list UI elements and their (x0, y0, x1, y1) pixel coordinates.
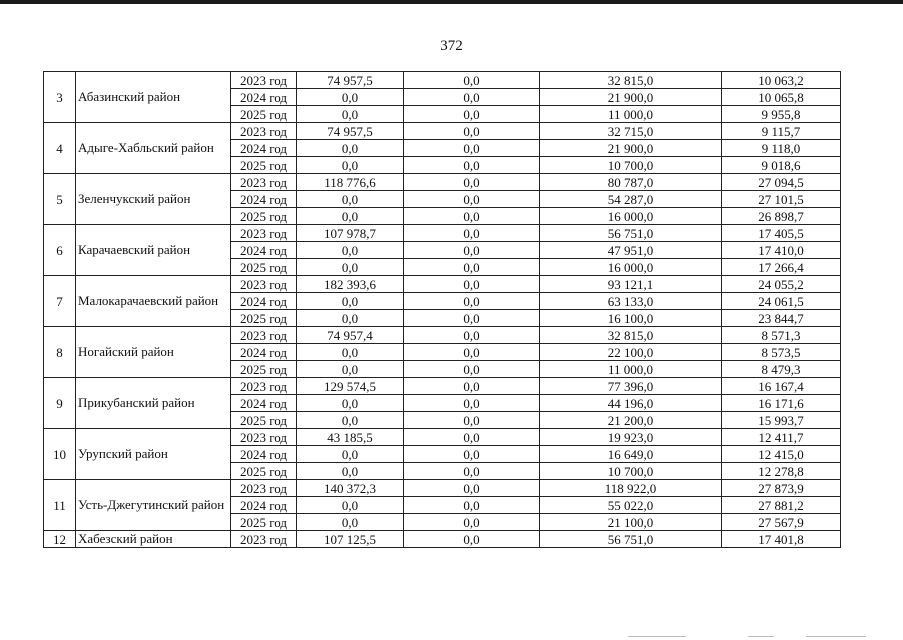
district-number: 6 (44, 225, 76, 276)
value-cell: 17 266,4 (722, 259, 841, 276)
value-cell: 16 171,6 (722, 395, 841, 412)
value-cell: 11 000,0 (540, 361, 722, 378)
value-cell: 10 063,2 (722, 72, 841, 89)
value-cell: 0,0 (297, 157, 404, 174)
year-cell: 2025 год (231, 514, 297, 531)
district-number: 12 (44, 531, 76, 548)
value-cell: 0,0 (404, 106, 540, 123)
value-cell: 44 196,0 (540, 395, 722, 412)
value-cell: 10 700,0 (540, 157, 722, 174)
value-cell: 27 881,2 (722, 497, 841, 514)
table-body (44, 72, 841, 548)
year-cell: 2023 год (231, 327, 297, 344)
value-cell: 47 951,0 (540, 242, 722, 259)
year-cell: 2025 год (231, 259, 297, 276)
district-name: Хабезский район (76, 531, 231, 548)
value-cell: 0,0 (297, 106, 404, 123)
value-cell: 0,0 (297, 310, 404, 327)
year-cell: 2023 год (231, 276, 297, 293)
year-cell: 2023 год (231, 72, 297, 89)
page-number: 372 (440, 38, 463, 54)
value-cell: 0,0 (404, 242, 540, 259)
year-cell: 2023 год (231, 480, 297, 497)
year-cell: 2023 год (231, 429, 297, 446)
value-cell: 27 873,9 (722, 480, 841, 497)
value-cell: 16 100,0 (540, 310, 722, 327)
budget-table (43, 71, 841, 548)
year-cell: 2024 год (231, 89, 297, 106)
value-cell: 0,0 (404, 157, 540, 174)
value-cell: 16 167,4 (722, 378, 841, 395)
value-cell: 55 022,0 (540, 497, 722, 514)
value-cell: 74 957,5 (297, 72, 404, 89)
value-cell: 0,0 (404, 497, 540, 514)
year-cell: 2024 год (231, 191, 297, 208)
value-cell: 0,0 (297, 463, 404, 480)
value-cell: 32 815,0 (540, 72, 722, 89)
value-cell: 0,0 (297, 344, 404, 361)
value-cell: 0,0 (404, 89, 540, 106)
value-cell: 118 776,6 (297, 174, 404, 191)
year-cell: 2023 год (231, 123, 297, 140)
value-cell: 0,0 (297, 242, 404, 259)
value-cell: 10 700,0 (540, 463, 722, 480)
district-name: Зеленчукский район (76, 174, 231, 225)
table-row (44, 123, 841, 140)
year-cell: 2024 год (231, 293, 297, 310)
value-cell: 0,0 (297, 497, 404, 514)
table-row (44, 225, 841, 242)
table-row (44, 429, 841, 446)
value-cell: 8 571,3 (722, 327, 841, 344)
value-cell: 9 018,6 (722, 157, 841, 174)
value-cell: 0,0 (404, 429, 540, 446)
year-cell: 2023 год (231, 174, 297, 191)
value-cell: 0,0 (404, 327, 540, 344)
value-cell: 26 898,7 (722, 208, 841, 225)
year-cell: 2025 год (231, 208, 297, 225)
value-cell: 54 287,0 (540, 191, 722, 208)
year-cell: 2025 год (231, 106, 297, 123)
district-number: 9 (44, 378, 76, 429)
value-cell: 8 479,3 (722, 361, 841, 378)
scan-mark (748, 636, 774, 637)
value-cell: 12 278,8 (722, 463, 841, 480)
year-cell: 2023 год (231, 531, 297, 548)
value-cell: 0,0 (297, 208, 404, 225)
district-name: Ногайский район (76, 327, 231, 378)
value-cell: 0,0 (404, 72, 540, 89)
district-number: 7 (44, 276, 76, 327)
value-cell: 0,0 (297, 412, 404, 429)
value-cell: 0,0 (297, 395, 404, 412)
value-cell: 0,0 (297, 89, 404, 106)
value-cell: 8 573,5 (722, 344, 841, 361)
table-row (44, 531, 841, 548)
value-cell: 0,0 (404, 174, 540, 191)
value-cell: 21 900,0 (540, 89, 722, 106)
table-row (44, 378, 841, 395)
value-cell: 0,0 (404, 208, 540, 225)
value-cell: 16 649,0 (540, 446, 722, 463)
value-cell: 56 751,0 (540, 225, 722, 242)
value-cell: 21 900,0 (540, 140, 722, 157)
value-cell: 24 055,2 (722, 276, 841, 293)
year-cell: 2025 год (231, 361, 297, 378)
value-cell: 0,0 (404, 191, 540, 208)
value-cell: 0,0 (297, 191, 404, 208)
value-cell: 32 815,0 (540, 327, 722, 344)
value-cell: 9 118,0 (722, 140, 841, 157)
value-cell: 22 100,0 (540, 344, 722, 361)
district-name: Малокарачаевский район (76, 276, 231, 327)
value-cell: 16 000,0 (540, 259, 722, 276)
value-cell: 19 923,0 (540, 429, 722, 446)
value-cell: 74 957,4 (297, 327, 404, 344)
year-cell: 2023 год (231, 378, 297, 395)
value-cell: 0,0 (404, 293, 540, 310)
value-cell: 0,0 (404, 514, 540, 531)
value-cell: 21 200,0 (540, 412, 722, 429)
value-cell: 0,0 (404, 395, 540, 412)
table-row (44, 72, 841, 89)
year-cell: 2024 год (231, 446, 297, 463)
value-cell: 0,0 (404, 140, 540, 157)
district-name: Урупский район (76, 429, 231, 480)
value-cell: 0,0 (404, 361, 540, 378)
value-cell: 0,0 (404, 259, 540, 276)
value-cell: 27 567,9 (722, 514, 841, 531)
value-cell: 21 100,0 (540, 514, 722, 531)
value-cell: 0,0 (404, 378, 540, 395)
value-cell: 0,0 (404, 463, 540, 480)
value-cell: 15 993,7 (722, 412, 841, 429)
value-cell: 129 574,5 (297, 378, 404, 395)
table-row (44, 480, 841, 497)
year-cell: 2024 год (231, 497, 297, 514)
value-cell: 0,0 (404, 123, 540, 140)
value-cell: 23 844,7 (722, 310, 841, 327)
value-cell: 9 955,8 (722, 106, 841, 123)
value-cell: 0,0 (297, 259, 404, 276)
value-cell: 118 922,0 (540, 480, 722, 497)
district-name: Абазинский район (76, 72, 231, 123)
value-cell: 56 751,0 (540, 531, 722, 548)
year-cell: 2024 год (231, 344, 297, 361)
table-row (44, 174, 841, 191)
value-cell: 0,0 (404, 531, 540, 548)
district-name: Адыге-Хабльский район (76, 123, 231, 174)
year-cell: 2023 год (231, 225, 297, 242)
value-cell: 16 000,0 (540, 208, 722, 225)
value-cell: 27 094,5 (722, 174, 841, 191)
value-cell: 0,0 (404, 446, 540, 463)
year-cell: 2025 год (231, 412, 297, 429)
district-name: Прикубанский район (76, 378, 231, 429)
value-cell: 0,0 (297, 446, 404, 463)
value-cell: 0,0 (404, 344, 540, 361)
year-cell: 2024 год (231, 140, 297, 157)
value-cell: 140 372,3 (297, 480, 404, 497)
table-row (44, 276, 841, 293)
district-name: Усть-Джегутинский район (76, 480, 231, 531)
year-cell: 2025 год (231, 310, 297, 327)
district-name: Карачаевский район (76, 225, 231, 276)
value-cell: 11 000,0 (540, 106, 722, 123)
district-number: 5 (44, 174, 76, 225)
value-cell: 0,0 (404, 276, 540, 293)
scan-mark (806, 636, 866, 637)
year-cell: 2025 год (231, 463, 297, 480)
table-row (44, 327, 841, 344)
value-cell: 0,0 (297, 361, 404, 378)
year-cell: 2024 год (231, 242, 297, 259)
year-cell: 2025 год (231, 157, 297, 174)
scan-mark (628, 636, 686, 637)
value-cell: 17 405,5 (722, 225, 841, 242)
value-cell: 107 978,7 (297, 225, 404, 242)
district-number: 3 (44, 72, 76, 123)
value-cell: 10 065,8 (722, 89, 841, 106)
value-cell: 0,0 (297, 140, 404, 157)
value-cell: 24 061,5 (722, 293, 841, 310)
value-cell: 93 121,1 (540, 276, 722, 293)
value-cell: 12 411,7 (722, 429, 841, 446)
value-cell: 63 133,0 (540, 293, 722, 310)
value-cell: 0,0 (297, 514, 404, 531)
district-number: 11 (44, 480, 76, 531)
value-cell: 0,0 (404, 480, 540, 497)
district-number: 10 (44, 429, 76, 480)
value-cell: 17 410,0 (722, 242, 841, 259)
value-cell: 27 101,5 (722, 191, 841, 208)
value-cell: 0,0 (404, 412, 540, 429)
district-number: 8 (44, 327, 76, 378)
value-cell: 0,0 (404, 225, 540, 242)
value-cell: 74 957,5 (297, 123, 404, 140)
value-cell: 80 787,0 (540, 174, 722, 191)
value-cell: 12 415,0 (722, 446, 841, 463)
value-cell: 9 115,7 (722, 123, 841, 140)
value-cell: 0,0 (297, 293, 404, 310)
value-cell: 43 185,5 (297, 429, 404, 446)
value-cell: 182 393,6 (297, 276, 404, 293)
value-cell: 107 125,5 (297, 531, 404, 548)
value-cell: 0,0 (404, 310, 540, 327)
district-number: 4 (44, 123, 76, 174)
value-cell: 17 401,8 (722, 531, 841, 548)
year-cell: 2024 год (231, 395, 297, 412)
value-cell: 32 715,0 (540, 123, 722, 140)
top-border-rule (0, 0, 903, 4)
value-cell: 77 396,0 (540, 378, 722, 395)
